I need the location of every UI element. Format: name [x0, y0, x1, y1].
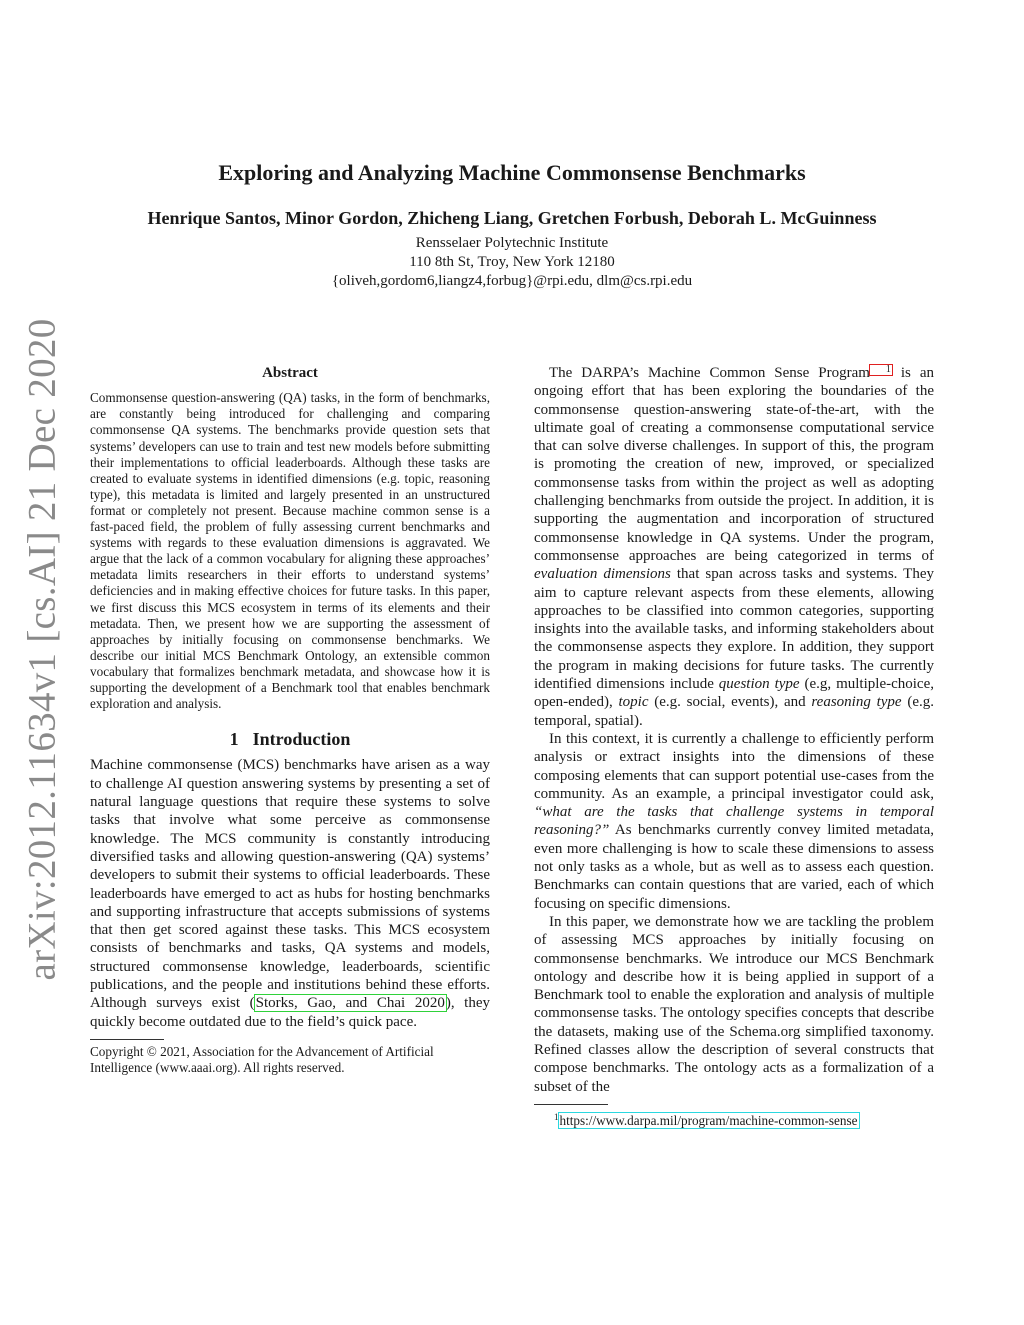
p1-text-e: (e.g. social, events), and: [648, 694, 812, 711]
p1-emphasis-question-type: question type: [718, 676, 800, 693]
right-paragraph-2: [534, 730, 934, 913]
p1-text-c: that span across tasks and systems. They aim to capture relevant aspects from these elements, allowing approaches to be classified into common categories, supporting insights into the available tasks, and informing stakeholders about the commonsense aspects they explore. In addition, they support the program in making decisions for future tasks. The currently identified dimensions include: [534, 566, 934, 693]
p2-emphasis-question: “what are the tasks that challenge systems in temporal reasoning?”: [534, 804, 934, 839]
p1-emphasis-topic: topic: [618, 694, 649, 711]
right-paragraph-1: [534, 364, 934, 730]
footnote: [534, 1109, 934, 1129]
affiliation-institution: Rensselaer Polytechnic Institute: [415, 235, 609, 251]
intro-text: Machine commonsense (MCS) benchmarks have arisen as a way to challenge AI question answering systems by presenting a set of natural language questions that require these systems to solve tasks that involve what some perceive as commonsense knowledge. The MCS community is constantly introducing diversified tasks and allowing question-answering (QA) systems’ developers to submit their systems to official leaderboards. These leaderboards have emerged to act as hubs for hosting benchmarks and supporting infrastructure that accepts submissions of systems that then get scored against these tasks. This MCS ecosystem consists of benchmarks and tasks, QA systems and models, structured commonsense knowledge, leaderboards, scientific publications, and the people and institutions behind these efforts. Although surveys exist (: [90, 757, 490, 1012]
p1-emphasis-reasoning-type: reasoning type: [811, 694, 902, 711]
p1-emphasis-evaluation-dimensions: evaluation dimensions: [534, 566, 671, 583]
copyright-notice: Copyright © 2021, Association for the Advancement of Artificial Intelligence (www.aaai.org). All rights reserved.: [90, 1043, 434, 1075]
arxiv-id-text: arXiv:2012.11634v1 [cs.AI] 21 Dec 2020: [20, 318, 64, 980]
section-heading-introduction: [90, 730, 490, 748]
affiliation-block: [0, 234, 1024, 291]
abstract-text: Commonsense question-answering (QA) tasks, in the form of benchmarks, are constantly being introduced for challenging and comparing commonsense QA systems. The benchmarks provide question sets that systems’ developers can use to train and test new models before submitting their implementations to official leaderboards. Although these tasks are created to evaluate systems in identified dimensions (e.g. topic, reasoning type), this metadata is limited and largely presented in an unstructured format or completely not present. Because machine common sense is a fast-paced field, the problem of fully assessing current benchmarks and systems with regards to these evaluation dimensions is aggravated. We argue that the lack of a common vocabulary for aligning these approaches’ metadata limits researchers in their efforts to understand systems’ deficiencies and in making effective choices for future tasks. In this paper, we first discuss this MCS ecosystem in terms of its elements and their metadata. Then, we present how we are supporting the assessment of approaches by initially focusing on commonsense benchmarks. We describe our initial MCS Benchmark Ontology, an extensible common vocabulary that formalizes benchmark metadata, and showcase how it is supporting the development of a Benchmark tool that enables benchmark exploration and analysis.: [90, 390, 490, 712]
citation-authors: Storks, Gao, and Chai: [255, 995, 406, 1012]
section-number: 1: [229, 729, 239, 750]
left-column: [90, 364, 490, 1076]
citation-link[interactable]: [255, 995, 446, 1011]
citation-year: 2020: [414, 995, 445, 1012]
footnote-number: 1: [554, 1111, 559, 1122]
paper-authors: Henrique Santos, Minor Gordon, Zhicheng Liang, Gretchen Forbush, Deborah L. McGuinness: [147, 208, 877, 228]
footnote-divider-right: [534, 1104, 608, 1105]
arxiv-identifier-stamp: [12, 318, 72, 980]
paper-title: Exploring and Analyzing Machine Commonsense Benchmarks: [218, 160, 806, 185]
affiliation-emails: {oliveh,gordom6,liangz4,forbug}@rpi.edu, dlm@cs.rpi.edu: [331, 273, 693, 289]
p1-text-d: (e.g, multiple-choice, open-ended),: [534, 676, 934, 711]
p1-text-b: is an ongoing effort that has been exploring the boundaries of the commonsense question-answering state-of-the-art, with the ultimate goal of creating a commonsense computational service that can solve diverse challenges. In support of this, the program is promoting the creation of new, improved, or specialized commonsense tasks from within the project as well as adopting challenging benchmarks from outside the project. In addition, it is supporting the augmentation and incorporation of structured commonsense knowledge in QA systems. Under the program, commonsense approaches are being categorized in terms of: [534, 365, 934, 564]
p2-text-a: In this context, it is currently a challenge to efficiently perform analysis or extract insights into the dimensions of these composing elements that can support potential use-cases from the community. As an example, a principal investigator could ask,: [534, 730, 934, 802]
right-paragraph-3: In this paper, we demonstrate how we are tackling the problem of assessing MCS approaches by initially focusing on commonsense benchmarks. We introduce our MCS Benchmark ontology and describe how it is being applied in support of a Benchmark tool to enable the exploration and analysis of multiple commonsense tasks. The ontology specifies concepts that describe the datasets, making use of the Schema.org simplified taxonomy. Refined classes allow the description of several constructs that compose benchmarks. The ontology acts as a formalization of a subset of the: [534, 913, 934, 1095]
abstract-heading: Abstract: [262, 365, 318, 381]
footnote-divider: [90, 1039, 164, 1040]
footnote-reference-link[interactable]: 1: [870, 365, 892, 375]
p1-text-a: The DARPA’s Machine Common Sense Program: [549, 365, 870, 381]
intro-text-end: ), they quickly become outdated due to the field’s quick pace.: [90, 995, 490, 1030]
p2-text-b: As benchmarks currently convey limited metadata, even more challenging is how to scale these dimensions to assess not only tasks as a whole, but as well as to assess each question. Benchmarks can contain questions that are varied, each of which focusing on specific dimensions.: [534, 822, 934, 912]
affiliation-address: 110 8th St, Troy, New York 12180: [409, 254, 615, 270]
p1-text-f: (e.g. temporal, spatial).: [534, 694, 934, 729]
intro-paragraph: [90, 756, 490, 1030]
footnote-url-link[interactable]: https://www.darpa.mil/program/machine-common-sense: [559, 1113, 858, 1129]
section-title: Introduction: [252, 729, 351, 750]
right-column: [534, 364, 934, 1129]
